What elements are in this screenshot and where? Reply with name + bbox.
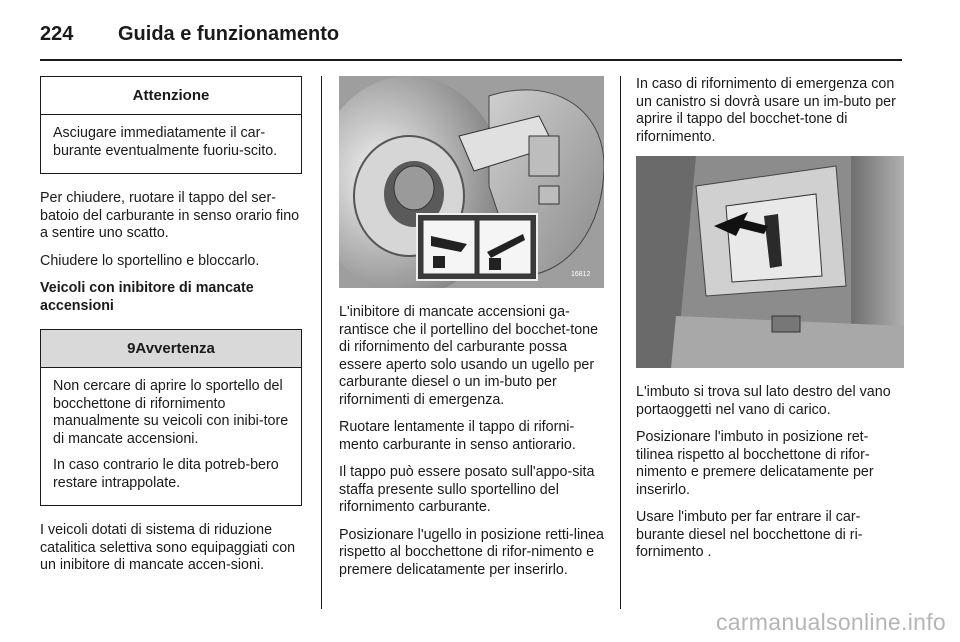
attention-title: Attenzione [41, 77, 301, 115]
warning-header [41, 330, 301, 368]
attention-box [40, 76, 302, 174]
paragraph-insert-funnel: Posizionare l'imbuto in posizione ret-tilinea rispetto al bocchettone di rifor-nimento e premere delicatamente per inserirlo. [636, 429, 874, 498]
paragraph-rotate-cap: Ruotare lentamente il tappo di riforni-mento carburante in senso antiorario. [339, 419, 576, 453]
column-divider-right [620, 76, 621, 609]
fuel-flap-photo [339, 76, 604, 288]
column-divider-left [321, 76, 322, 609]
paragraph-emergency: In caso di rifornimento di emergenza con un canistro si dovrà usare un im-buto per aprire il tappo del bocchet-tone di rifornimento. [636, 76, 896, 145]
funnel-illustration [636, 156, 904, 368]
funnel-photo [636, 156, 904, 368]
column-3 [636, 76, 904, 572]
warning-icon: 9 [127, 340, 136, 357]
watermark: carmanualsonline.info [715, 609, 946, 635]
column-2 [339, 76, 604, 589]
section-heading: Veicoli con inibitore di mancate accensioni [40, 280, 254, 314]
paragraph-place-cap: Il tappo può essere posato sull'appo-sita staffa presente sullo sportellino del rifornimento carburante. [339, 464, 595, 515]
fuel-flap-illustration [339, 76, 604, 288]
warning-box [40, 329, 302, 506]
warning-title: Avvertenza [135, 340, 215, 357]
paragraph-insert-nozzle: Posizionare l'ugello in posizione retti-linea rispetto al bocchettone di rifor-nimento e premere delicatamente per inserirlo. [339, 526, 604, 578]
column-1 [40, 76, 302, 585]
page-number: 224 [40, 22, 74, 45]
header-divider [40, 59, 902, 61]
page-header [40, 14, 339, 54]
paragraph-inhibitor: L'inibitore di mancate accensioni ga-rantisce che il portellino del bocchet-tone di rifornimento del carburante possa essere aperto solo usando un ugello per carburante diesel o un im-buto per rifornimenti di emergenza. [339, 304, 599, 408]
warning-text-1: Non cercare di aprire lo sportello del bocchettone di rifornimento manualmente su veicoli con inibi-tore di mancate accensioni. [53, 378, 289, 447]
attention-text: Asciugare immediatamente il car-burante eventualmente fuoriu-scito. [53, 125, 278, 159]
paragraph-close-cap: Per chiudere, ruotare il tappo del ser-batoio del carburante in senso orario fino a sentire uno scatto. [40, 190, 300, 241]
warning-text-2: In caso contrario le dita potreb-bero restare intrappolate. [53, 457, 279, 491]
paragraph-scr: I veicoli dotati di sistema di riduzione catalitica selettiva sono equipaggiati con un inibitore di mancate accen-sioni. [40, 522, 296, 573]
image-code: 16812 [571, 271, 591, 278]
paragraph-funnel-location: L'imbuto si trova sul lato destro del vano portaoggetti nel vano di carico. [636, 384, 891, 418]
page-title: Guida e funzionamento [118, 22, 340, 45]
paragraph-lock-flap: Chiudere lo sportellino e bloccarlo. [40, 252, 260, 269]
paragraph-use-funnel: Usare l'imbuto per far entrare il car-burante diesel nel bocchettone di ri-fornimento . [636, 509, 863, 560]
